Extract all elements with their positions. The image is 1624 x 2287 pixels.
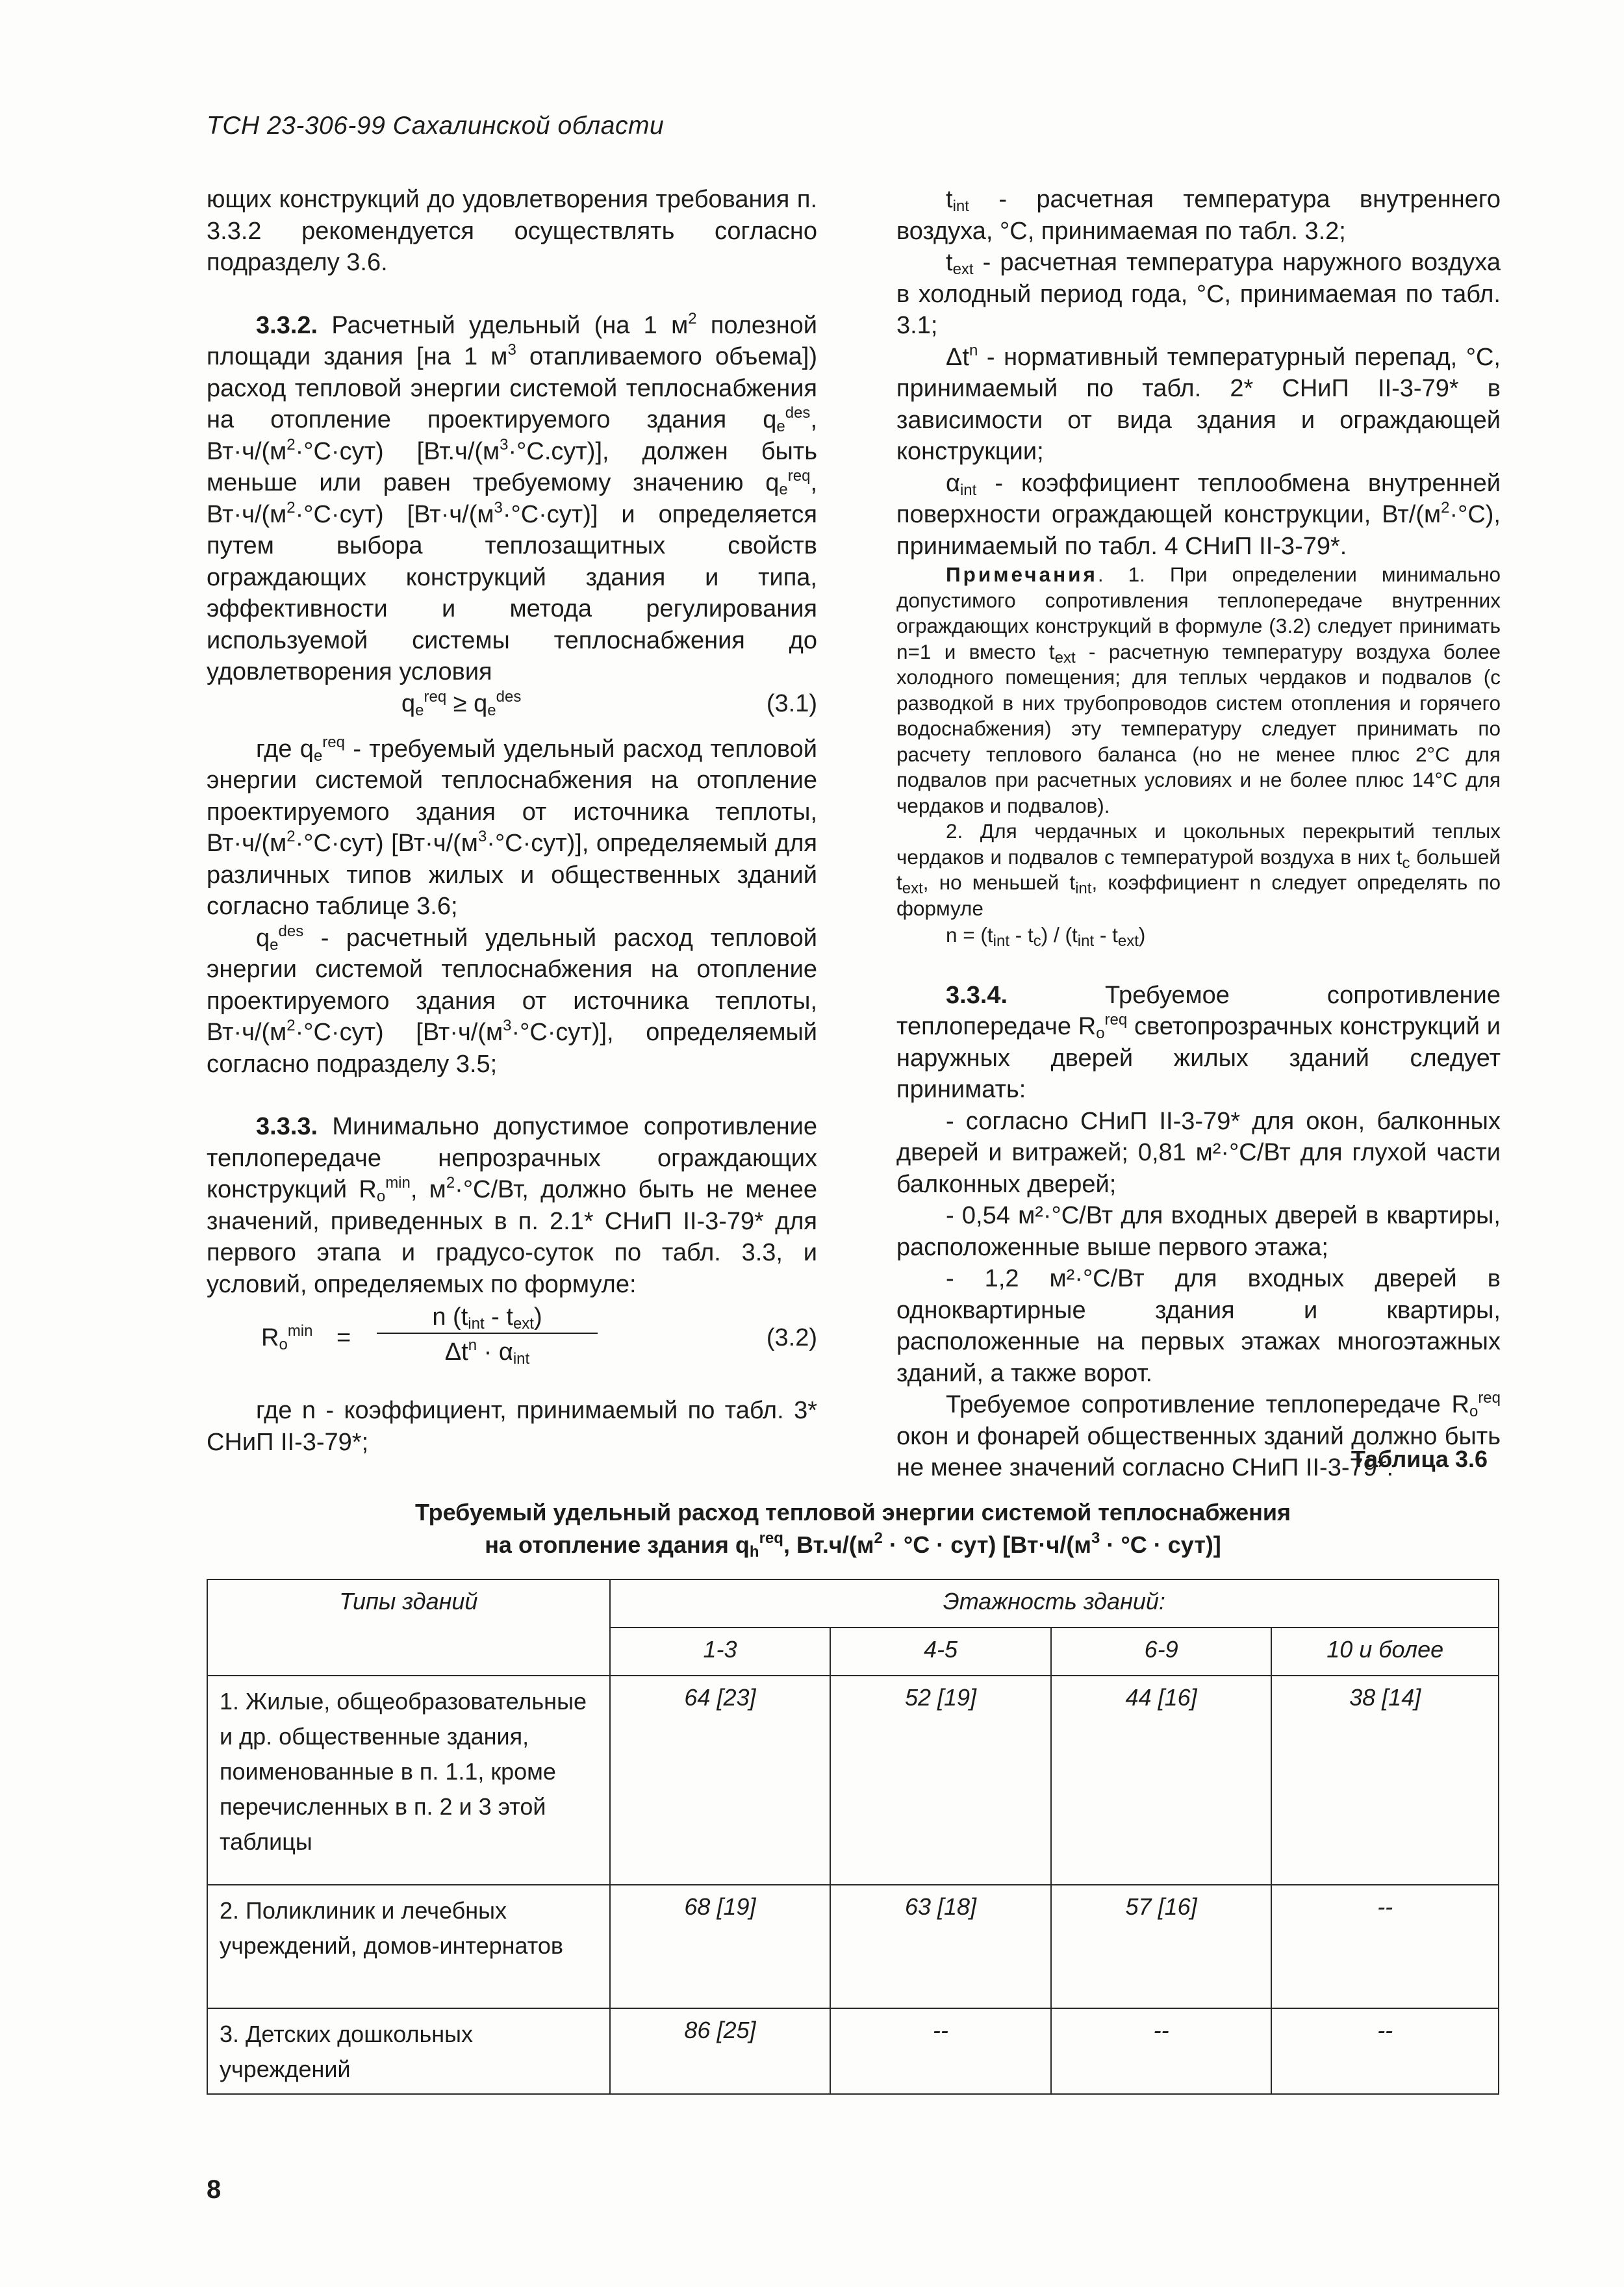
list-item-3: - 1,2 м²·°С/Вт для входных дверей в одноквартирные здания и квартиры, расположенные на первых этажах многоэтажных зданий, а также ворот. — [896, 1265, 1501, 1387]
definition-t-int: $t_{int}$ - расчетная температура внутреннего воздуха, °С, принимаемая по табл. 3.2; — [896, 186, 1501, 245]
note-2: 2. Для чердачных и цокольных перекрытий теплых чердаков и подвалов с температурой воздуха в них $t_c$ большей $t_{ext}$, но меньшей $t_{int}$, коэффициент n следует определять по формуле — [896, 819, 1501, 920]
row-type: 1. Жилые, общеобразовательные и др. общественные здания, поименованные в п. 1.1, кроме перечисленных в п. 2 и 3 этой таблицы — [207, 1676, 610, 1885]
section-3-3-2: 3.3.2. Расчетный удельный (на 1 $м^2$ полезной площади здания [на 1 $м^3$ отапливаемого объема]) расход тепловой энергии системой теплоснабжения на отопление проектируемого здания $q_e^{des}$, $Вт\cdot ч/(м^2\cdot^\circ С\cdot сут)$ $[Вт.ч/(м^3\cdot^\circ С.сут)]$, должен быть меньше или равен требуемому значению $q_e^{req}$, $Вт\cdot ч/(м^2\cdot^\circ С\cdot сут)$ $[Вт\cdot ч/(м^3\cdot^\circ С\cdot сут)]$ и определяется путем выбора теплозащитных свойств ограждающих конструкций здания и типа, эффективности и метода регулирования используемой системы теплоснабжения до удовлетворения условия — [207, 309, 817, 685]
table-title: Требуемый удельный расход тепловой энергии системой теплоснабжения на отопление здания $q_h^{req}$, $Вт.ч/(м^2 \cdot ^\circ С \cdot сут) [Вт\cdot ч/(м^3 \cdot ^\circ С \cdot сут)]$ — [414, 1499, 1291, 1561]
definition-alpha: $\alpha_{int}$ - коэффициент теплообмена внутренней поверхности ограждающей конструкции, $Вт/(м^2\cdot^\circ С)$, принимаемый по табл. 4 СНиП II-3-79*. — [896, 469, 1501, 560]
table-cell: 64 [23] — [610, 1676, 831, 1885]
definition-delta-t: $\Delta t^n$ - нормативный температурный перепад, °С, принимаемый по табл. 2* СНиП II-3-79* в зависимости от вида здания и ограждающей конструкции; — [896, 341, 1501, 465]
row-type: 3. Детских дошкольных учреждений — [207, 2008, 610, 2094]
header-floors-2: 4-5 — [830, 1628, 1051, 1676]
table-cell: -- — [1271, 1885, 1499, 2008]
header-floors-1: 1-3 — [610, 1628, 831, 1676]
table-row — [207, 1676, 1499, 1885]
table-cell: 68 [19] — [610, 1885, 831, 2008]
table-label: Таблица 3.6 — [1351, 1446, 1488, 1472]
list-item-1: - согласно СНиП II-3-79* для окон, балконных дверей и витражей; 0,81 м²·°С/Вт для глухой части балконных дверей; — [896, 1107, 1501, 1198]
table-cell: -- — [1051, 2008, 1272, 2094]
definition-n: где n - коэффициент, принимаемый по табл. 3* СНиП II-3-79*; — [207, 1397, 817, 1456]
table-row — [207, 1885, 1499, 2008]
paragraph-public-buildings: Требуемое сопротивление теплопередаче $R_o^{req}$ окон и фонарей общественных зданий должно быть не менее значений согласно СНиП II-3-79*. — [896, 1389, 1501, 1481]
table-cell: 63 [18] — [830, 1885, 1051, 2008]
list-item-2: - 0,54 м²·°С/Вт для входных дверей в квартиры, расположенные выше первого этажа; — [896, 1202, 1501, 1261]
note-1: Примечания. 1. При определении минимально допустимого сопротивления теплопередаче внутренних ограждающих конструкций в формуле (3.2) следует принимать n=1 и вместо $t_{ext}$ - расчетную температуру воздуха более холодного помещения; для теплых чердаков и подвалов (с разводкой в них трубопроводов систем отопления и горячего водоснабжения) эту температуру следует принимать по расчету теплового баланса (но не менее плюс 2°С для подвалов при расчетных условиях и не более плюс 14°С для чердаков и подвалов). — [896, 563, 1501, 817]
header-floors-4: 10 и более — [1271, 1628, 1499, 1676]
continued-paragraph: ющих конструкций до удовлетворения требования п. 3.3.2 рекомендуется осуществлять согласно подразделу 3.6. — [207, 186, 817, 276]
right-column — [896, 184, 1501, 1484]
table-cell: 44 [16] — [1051, 1676, 1272, 1885]
header-floors: Этажность зданий: — [610, 1579, 1499, 1628]
table-cell: 52 [19] — [830, 1676, 1051, 1885]
fraction-bar — [377, 1333, 598, 1334]
header-floors-3: 6-9 — [1051, 1628, 1272, 1676]
note-formula: $n = (t_{int} - t_c) / (t_{int} - t_{ext})$ — [946, 923, 1146, 950]
running-header: ТСН 23-306-99 Сахалинской области — [207, 112, 665, 140]
heating-energy-table — [207, 1579, 1499, 2095]
equation-number: (3.2) — [766, 1324, 817, 1351]
section-3-3-4: 3.3.4. Требуемое сопротивление теплопередаче $R_o^{req}$ светопрозрачных конструкций и наружных дверей жилых зданий следует принимать: — [896, 981, 1501, 1103]
table-cell: -- — [830, 2008, 1051, 2094]
definition-q-des: $q_e^{des}$ - расчетный удельный расход тепловой энергии системой теплоснабжения на отопление проектируемого здания от источника теплоты, $Вт\cdot ч/(м^2\cdot^\circ С\cdot сут)$ $[Вт\cdot ч/(м^3\cdot^\circ С\cdot сут)]$, определяемый согласно подразделу 3.5; — [207, 922, 817, 1078]
table-cell: 86 [25] — [610, 2008, 831, 2094]
table-cell: 38 [14] — [1271, 1676, 1499, 1885]
page-number: 8 — [207, 2175, 222, 2204]
table-cell: -- — [1271, 2008, 1499, 2094]
equation-number: (3.1) — [766, 689, 817, 717]
definition-t-ext: $t_{ext}$ - расчетная температура наружного воздуха в холодный период года, °С, принимаемая по табл. 3.1; — [896, 249, 1501, 339]
definition-q-req: где $q_e^{req}$ - требуемый удельный расход тепловой энергии системой теплоснабжения на отопление проектируемого здания от источника теплоты, $Вт\cdot ч/(м^2\cdot^\circ С\cdot сут)$ $[Вт\cdot ч/(м^3\cdot^\circ С\cdot сут)]$, определяемый для различных типов жилых и общественных зданий согласно таблице 3.6; — [207, 733, 817, 920]
header-building-type: Типы зданий — [207, 1579, 610, 1676]
formula-3-1: $q_e^{req} \ge q_e^{des}$ (3.1) — [401, 687, 817, 719]
notes-block — [896, 562, 1501, 949]
formula-3-2: $R_o^{min}$ = n $(t_{int} - t_{ext})$ $\Delta t^n \cdot \alpha_{int}$ (3.2) — [261, 1303, 817, 1368]
left-column — [207, 184, 817, 1458]
table-cell: 57 [16] — [1051, 1885, 1272, 2008]
section-3-3-3: 3.3.3. Минимально допустимое сопротивление теплопередаче непрозрачных ограждающих конструкций $R_o^{min}$, $м^2\cdot^\circ С/Вт$, должно быть не менее значений, приведенных в п. 2.1* СНиП II-3-79* для первого этапа и градусо-суток по табл. 3.3, и условий, определяемых по формуле: — [207, 1113, 817, 1298]
table-row — [207, 2008, 1499, 2094]
row-type: 2. Поликлиник и лечебных учреждений, домов-интернатов — [207, 1885, 610, 2008]
table-header-row — [207, 1579, 1499, 1628]
